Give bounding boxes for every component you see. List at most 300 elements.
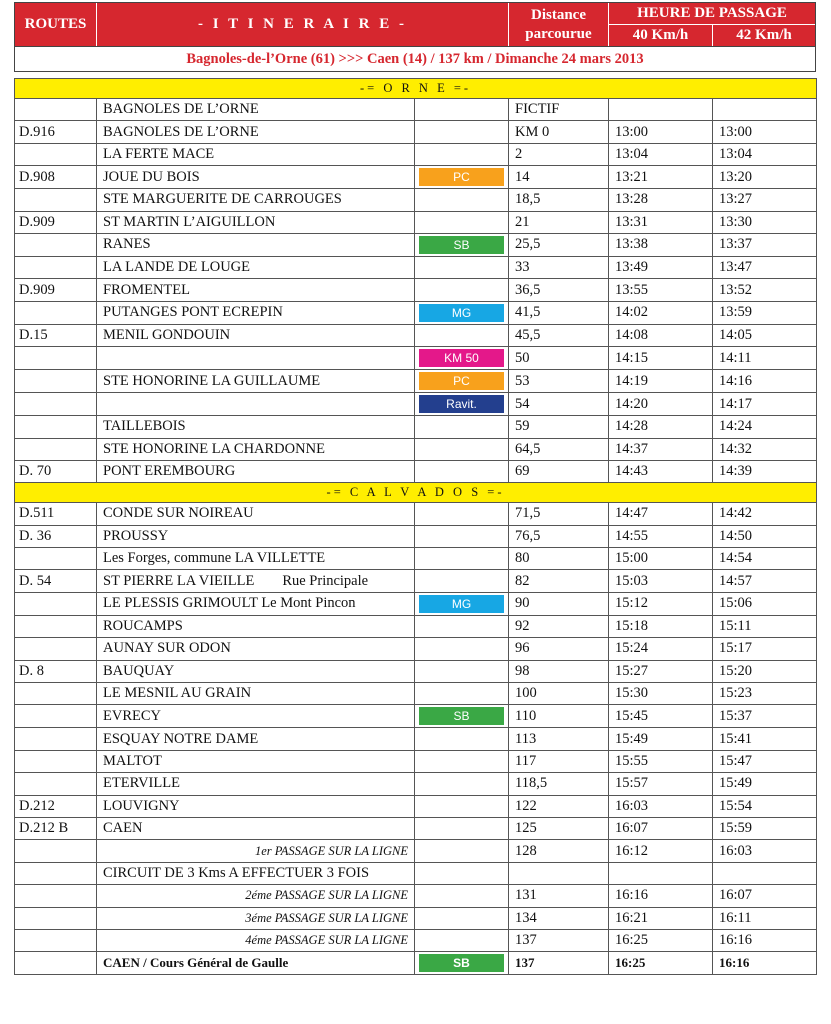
place-cell [97,840,415,862]
place-cell [97,370,415,393]
place-cell [97,929,415,951]
place-name: ETERVILLE [103,775,180,792]
time-42-cell: 14:24 [713,416,817,438]
route-cell [15,952,97,975]
itinerary-table [14,78,817,975]
table-row [15,121,817,143]
place-name: PUTANGES PONT ECREPIN [103,304,283,321]
mark-cell [415,211,509,233]
distance-cell: 69 [509,460,609,482]
time-40-cell: 14:15 [609,347,713,370]
time-40-cell: 13:00 [609,121,713,143]
time-40-cell: 13:21 [609,166,713,189]
time-40-cell: 13:28 [609,189,713,211]
distance-cell: 134 [509,907,609,929]
table-row [15,370,817,393]
time-42-cell: 13:27 [713,189,817,211]
place-cell [97,99,415,121]
table-row [15,189,817,211]
time-40-cell: 14:55 [609,525,713,547]
table-row [15,256,817,278]
time-40-cell: 15:27 [609,660,713,682]
place-cell [97,750,415,772]
place-name: LE MESNIL AU GRAIN [103,685,252,702]
time-42-cell: 15:37 [713,705,817,728]
section-label: -= O R N E =- [15,79,817,99]
distance-cell: 53 [509,370,609,393]
place-name: EVRECY [103,707,161,724]
route-cell [15,592,97,615]
place-name: BAGNOLES DE L’ORNE [103,123,259,140]
distance-cell: 59 [509,416,609,438]
mark-cell [415,121,509,143]
place-cell [97,907,415,929]
route-cell: D.908 [15,166,97,189]
place-name: CAEN / Cours Général de Gaulle [103,955,289,971]
place-name: FROMENTEL [103,281,190,298]
time-40-cell [609,862,713,884]
checkpoint-badge: MG [419,304,504,322]
place-name: Les Forges, commune LA VILLETTE [103,550,326,567]
route-cell [15,638,97,660]
time-42-cell: 15:41 [713,728,817,750]
place-cell [97,166,415,189]
time-42-cell: 14:42 [713,503,817,525]
section-header [15,79,817,99]
place-cell [97,660,415,682]
mark-cell [415,929,509,951]
time-40-cell: 15:30 [609,683,713,705]
mark-cell [415,952,509,975]
mark-cell [415,503,509,525]
place-cell [97,189,415,211]
place-cell [97,705,415,728]
time-40-cell: 16:25 [609,929,713,951]
time-40-cell: 13:31 [609,211,713,233]
time-40-cell: 16:21 [609,907,713,929]
route-cell [15,143,97,165]
place-name: CONDE SUR NOIREAU [103,505,254,522]
time-42-cell: 15:47 [713,750,817,772]
table-row [15,324,817,346]
table-row [15,907,817,929]
route-cell: D. 70 [15,460,97,482]
place-name: 1er PASSAGE SUR LA LIGNE [254,843,408,858]
table-row [15,211,817,233]
time-40-cell: 16:12 [609,840,713,862]
time-40-cell: 15:00 [609,548,713,570]
time-40-cell: 14:28 [609,416,713,438]
table-row [15,773,817,795]
table-row [15,548,817,570]
mark-cell [415,347,509,370]
place-cell [97,638,415,660]
time-42-cell: 15:20 [713,660,817,682]
mark-cell [415,279,509,301]
distance-cell: 80 [509,548,609,570]
table-row [15,416,817,438]
time-42-cell: 15:23 [713,683,817,705]
table-row [15,952,817,975]
time-40-cell: 16:03 [609,795,713,817]
mark-cell [415,885,509,907]
distance-cell: 113 [509,728,609,750]
header-speed-42: 42 Km/h [736,27,792,43]
time-42-cell: 13:20 [713,166,817,189]
place-name: LA FERTE MACE [103,145,215,162]
time-40-cell: 15:45 [609,705,713,728]
place-cell [97,460,415,482]
mark-cell [415,548,509,570]
distance-cell: 122 [509,795,609,817]
table-row [15,615,817,637]
route-cell: D.212 B [15,817,97,839]
mark-cell [415,301,509,324]
mark-cell [415,570,509,592]
mark-cell [415,615,509,637]
time-40-cell: 13:55 [609,279,713,301]
distance-cell: 118,5 [509,773,609,795]
route-cell [15,907,97,929]
time-40-cell: 16:16 [609,885,713,907]
distance-cell: 117 [509,750,609,772]
place-name: BAGNOLES DE L’ORNE [103,101,259,118]
mark-cell [415,143,509,165]
header-distance [509,3,609,46]
place-name: ST MARTIN L’AIGUILLON [103,213,276,230]
place-cell [97,773,415,795]
route-cell: D. 54 [15,570,97,592]
place-name: MALTOT [103,753,162,769]
time-42-cell: 15:54 [713,795,817,817]
place-name: ROUCAMPS [103,618,183,635]
table-row [15,795,817,817]
table-row [15,885,817,907]
route-cell [15,347,97,370]
time-42-cell [713,862,817,884]
place-cell [97,503,415,525]
place-cell [97,393,415,416]
time-42-cell: 13:30 [713,211,817,233]
place-cell [97,416,415,438]
time-42-cell: 13:59 [713,301,817,324]
mark-cell [415,773,509,795]
place-name: ST PIERRE LA VIEILLE [103,572,255,589]
time-42-cell: 14:54 [713,548,817,570]
mark-cell [415,862,509,884]
distance-cell: 71,5 [509,503,609,525]
mark-cell [415,795,509,817]
time-42-cell: 14:32 [713,438,817,460]
checkpoint-badge: PC [419,372,504,390]
time-42-cell [713,99,817,121]
checkpoint-badge: SB [419,954,504,972]
place-cell [97,728,415,750]
place-name: JOUE DU BOIS [103,168,200,185]
time-42-cell: 16:16 [713,952,817,975]
distance-cell: 45,5 [509,324,609,346]
distance-cell: 54 [509,393,609,416]
time-42-cell: 15:06 [713,592,817,615]
mark-cell [415,460,509,482]
time-42-cell: 13:37 [713,233,817,256]
place-name: STE HONORINE LA GUILLAUME [103,372,321,389]
route-cell [15,256,97,278]
distance-cell: 14 [509,166,609,189]
distance-cell: 41,5 [509,301,609,324]
route-cell [15,233,97,256]
route-cell [15,99,97,121]
distance-cell: 92 [509,615,609,637]
table-row [15,460,817,482]
place-cell [97,438,415,460]
place-cell [97,525,415,547]
route-cell [15,548,97,570]
table-row [15,279,817,301]
route-cell [15,393,97,416]
mark-cell [415,233,509,256]
place-name: AUNAY SUR ODON [103,640,231,657]
route-cell [15,929,97,951]
mark-cell [415,166,509,189]
place-name: LE PLESSIS GRIMOULT Le Mont Pincon [103,595,356,612]
time-40-cell: 15:57 [609,773,713,795]
place-name: RANES [103,236,151,253]
place-cell [97,615,415,637]
route-cell [15,370,97,393]
place-name: BAUQUAY [103,662,175,679]
distance-cell: 131 [509,885,609,907]
mark-cell [415,592,509,615]
distance-cell: 100 [509,683,609,705]
checkpoint-badge: SB [419,236,504,254]
checkpoint-badge: PC [419,168,504,186]
time-40-cell: 15:18 [609,615,713,637]
time-40-cell: 13:49 [609,256,713,278]
table-row [15,99,817,121]
time-42-cell: 14:17 [713,393,817,416]
route-cell [15,615,97,637]
place-name: STE MARGUERITE DE CARROUGES [103,191,342,208]
route-cell [15,728,97,750]
time-42-cell: 13:00 [713,121,817,143]
mark-cell [415,705,509,728]
checkpoint-badge: SB [419,707,504,725]
mark-cell [415,324,509,346]
place-name: MENIL GONDOUIN [103,326,231,343]
time-42-cell: 16:07 [713,885,817,907]
route-cell [15,438,97,460]
place-cell [97,952,415,975]
place-cell [97,233,415,256]
distance-cell: 76,5 [509,525,609,547]
distance-cell [509,862,609,884]
distance-cell: 98 [509,660,609,682]
mark-cell [415,525,509,547]
place-name: STE HONORINE LA CHARDONNE [103,440,325,457]
mark-cell [415,416,509,438]
distance-cell: 18,5 [509,189,609,211]
race-subtitle: Bagnoles-de-l’Orne (61) >>> Caen (14) / 137 km / Dimanche 24 mars 2013 [14,47,816,72]
table-row [15,143,817,165]
place-name: CIRCUIT DE 3 Kms A EFFECTUER 3 FOIS [103,864,370,881]
mark-cell [415,370,509,393]
time-42-cell: 14:16 [713,370,817,393]
time-42-cell: 14:50 [713,525,817,547]
time-40-cell: 15:24 [609,638,713,660]
place-cell [97,683,415,705]
distance-cell: 137 [509,952,609,975]
mark-cell [415,817,509,839]
time-40-cell: 14:37 [609,438,713,460]
mark-cell [415,438,509,460]
table-row [15,233,817,256]
time-40-cell: 15:12 [609,592,713,615]
section-header [15,483,817,503]
place-name: 3éme PASSAGE SUR LA LIGNE [245,910,408,925]
time-40-cell: 14:19 [609,370,713,393]
checkpoint-badge: Ravit. [419,395,504,413]
time-42-cell: 15:59 [713,817,817,839]
time-42-cell: 15:49 [713,773,817,795]
table-row [15,929,817,951]
place-name: 2éme PASSAGE SUR LA LIGNE [245,888,408,903]
distance-cell: 96 [509,638,609,660]
mark-cell [415,728,509,750]
place-cell [97,862,415,884]
time-40-cell: 14:02 [609,301,713,324]
distance-cell: 137 [509,929,609,951]
table-row [15,660,817,682]
table-row [15,728,817,750]
table-row [15,525,817,547]
header-routes: ROUTES [15,3,97,46]
table-row [15,166,817,189]
table-row [15,438,817,460]
route-cell [15,750,97,772]
header-distance-line2: parcourue [525,25,592,42]
route-sheet [14,2,816,975]
time-40-cell: 14:47 [609,503,713,525]
time-40-cell: 15:55 [609,750,713,772]
place-name: LA LANDE DE LOUGE [103,259,250,276]
table-header [14,2,816,47]
route-cell: D.15 [15,324,97,346]
time-40-cell: 15:03 [609,570,713,592]
route-cell [15,301,97,324]
table-row [15,301,817,324]
route-cell [15,705,97,728]
time-40-cell: 15:49 [609,728,713,750]
time-42-cell: 14:39 [713,460,817,482]
time-42-cell: 14:57 [713,570,817,592]
route-cell: D. 36 [15,525,97,547]
time-40-cell [609,99,713,121]
place-cell [97,548,415,570]
mark-cell [415,840,509,862]
table-row [15,638,817,660]
time-40-cell: 16:07 [609,817,713,839]
place-cell [97,211,415,233]
distance-cell: 21 [509,211,609,233]
route-cell [15,885,97,907]
route-cell: D.909 [15,279,97,301]
place-cell [97,256,415,278]
header-itineraire: - I T I N E R A I R E - [97,3,509,46]
place-cell [97,570,415,592]
distance-cell: 90 [509,592,609,615]
route-cell [15,189,97,211]
table-row [15,750,817,772]
mark-cell [415,907,509,929]
table-row [15,683,817,705]
place-cell [97,279,415,301]
header-speed-40: 40 Km/h [609,25,713,46]
time-42-cell: 16:16 [713,929,817,951]
time-42-cell: 15:17 [713,638,817,660]
route-cell: D. 8 [15,660,97,682]
time-42-cell: 13:04 [713,143,817,165]
checkpoint-badge: KM 50 [419,349,504,367]
route-cell: D.916 [15,121,97,143]
route-cell [15,683,97,705]
distance-cell: 110 [509,705,609,728]
place-cell [97,347,415,370]
place-cell [97,121,415,143]
mark-cell [415,393,509,416]
distance-cell: 25,5 [509,233,609,256]
header-heure-de-passage: HEURE DE PASSAGE [609,3,815,25]
place-name: PONT EREMBOURG [103,463,236,480]
distance-cell: 128 [509,840,609,862]
time-42-cell: 16:11 [713,907,817,929]
time-40-cell: 13:04 [609,143,713,165]
table-row [15,817,817,839]
time-42-cell: 14:05 [713,324,817,346]
route-cell [15,773,97,795]
route-cell: D.511 [15,503,97,525]
place-name: CAEN [103,820,143,837]
route-cell: D.212 [15,795,97,817]
time-42-cell: 13:47 [713,256,817,278]
distance-cell: 36,5 [509,279,609,301]
distance-cell: 2 [509,143,609,165]
place-cell [97,324,415,346]
time-42-cell: 15:11 [713,615,817,637]
route-cell [15,840,97,862]
time-42-cell: 14:11 [713,347,817,370]
distance-cell: KM 0 [509,121,609,143]
time-42-cell: 13:52 [713,279,817,301]
place-cell [97,885,415,907]
place-name: ESQUAY NOTRE DAME [103,730,259,747]
time-42-cell: 16:03 [713,840,817,862]
place-cell [97,795,415,817]
distance-cell: 82 [509,570,609,592]
table-row [15,840,817,862]
mark-cell [415,750,509,772]
mark-cell [415,99,509,121]
place-name: PROUSSY [103,527,169,544]
route-cell: D.909 [15,211,97,233]
mark-cell [415,189,509,211]
time-40-cell: 14:20 [609,393,713,416]
time-40-cell: 16:25 [609,952,713,975]
distance-cell: 64,5 [509,438,609,460]
mark-cell [415,683,509,705]
distance-cell: 125 [509,817,609,839]
table-row [15,347,817,370]
